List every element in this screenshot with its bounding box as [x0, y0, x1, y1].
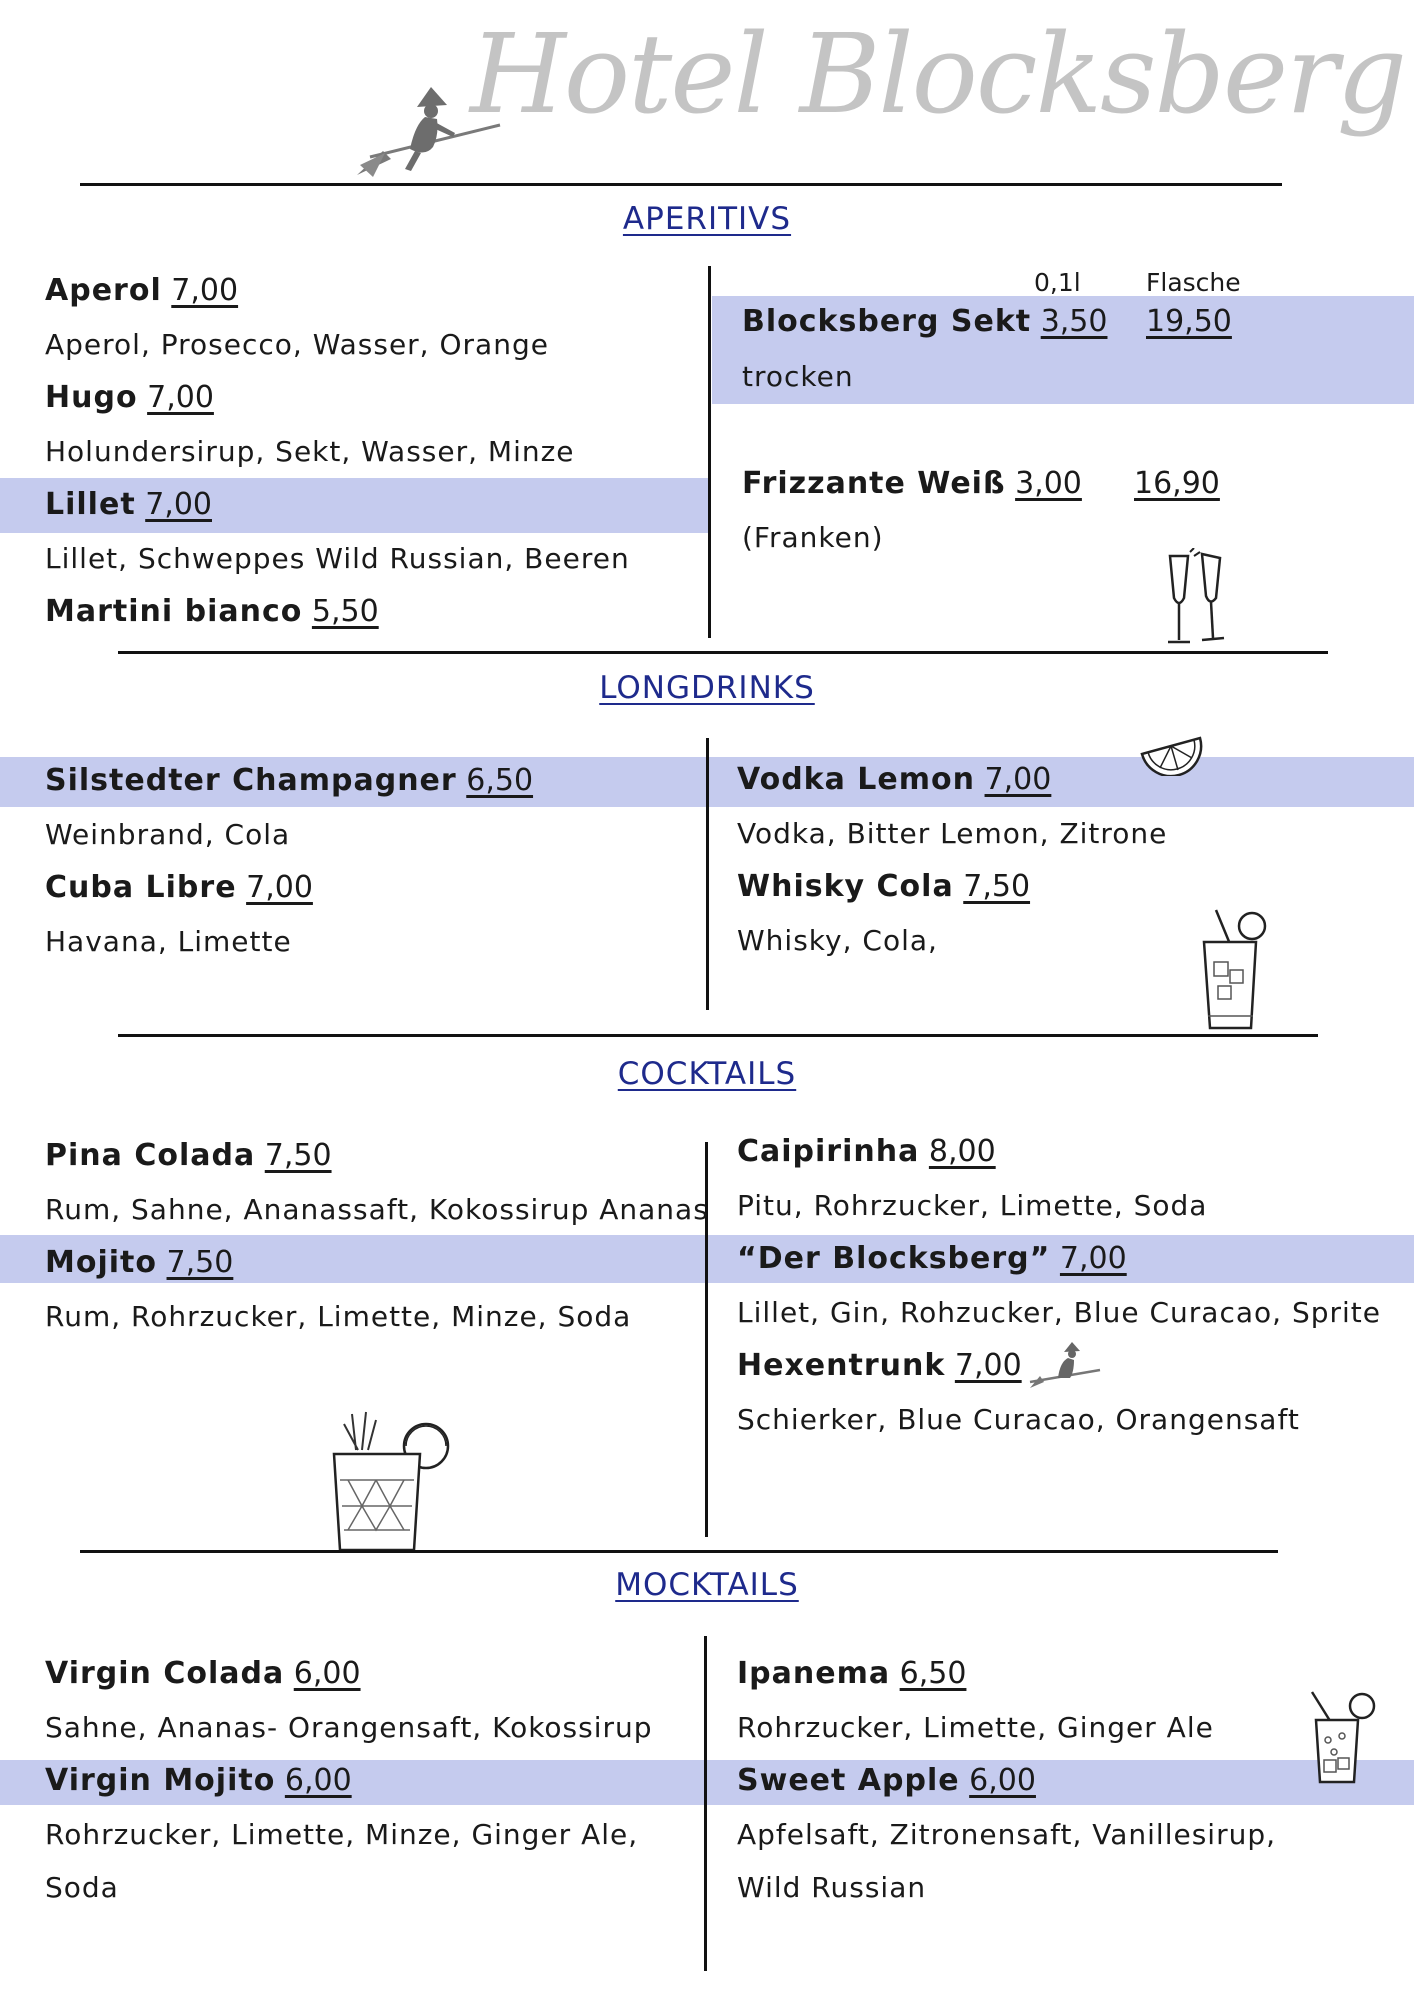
item-price-bottle: 19,50: [1146, 304, 1232, 339]
menu-item-frizzante-weiss: [742, 464, 1082, 504]
item-description: Schierker, Blue Curacao, Orangensaft: [737, 1403, 1300, 1436]
item-price: 7,50: [963, 869, 1031, 904]
item-price: 7,00: [147, 380, 214, 415]
item-description: Lillet, Schweppes Wild Russian, Beeren: [45, 542, 630, 575]
menu-item-whisky-cola: [737, 867, 1030, 907]
champagne-glasses-icon: [1158, 548, 1238, 653]
column-divider: [708, 266, 711, 638]
item-name: Cuba Libre: [45, 870, 237, 905]
section-divider: [80, 1550, 1278, 1553]
item-name: Virgin Colada: [45, 1656, 285, 1691]
item-description-continued: Wild Russian: [737, 1871, 927, 1904]
item-name: Sweet Apple: [737, 1763, 960, 1798]
item-name: Mojito: [45, 1245, 157, 1280]
item-name: Frizzante Weiß: [742, 466, 1006, 501]
item-description: Rohrzucker, Limette, Minze, Ginger Ale,: [45, 1818, 639, 1851]
item-name: Whisky Cola: [737, 869, 954, 904]
item-description: Rohrzucker, Limette, Ginger Ale: [737, 1711, 1214, 1744]
section-title-mocktails: MOCKTAILS: [615, 1567, 799, 1603]
header-divider: [80, 183, 1282, 186]
item-description-continued: Soda: [45, 1871, 119, 1904]
menu-item-lillet: [45, 485, 212, 525]
column-header-bottle: Flasche: [1146, 268, 1241, 297]
column-header-glass: 0,1l: [1034, 268, 1081, 297]
section-title-aperitivs: APERITIVS: [622, 201, 792, 237]
longdrink-glass-icon: [1196, 908, 1272, 1036]
item-price: 7,00: [145, 487, 212, 522]
item-description: Aperol, Prosecco, Wasser, Orange: [45, 328, 549, 361]
item-price-bottle: 16,90: [1134, 466, 1220, 501]
item-price: 7,00: [984, 762, 1052, 797]
item-description: Weinbrand, Cola: [45, 818, 291, 851]
item-price: 7,50: [264, 1138, 332, 1173]
item-name: Ipanema: [737, 1656, 891, 1691]
item-price: 7,00: [246, 870, 313, 905]
item-price-glass: 3,50: [1040, 304, 1108, 339]
item-description: Rum, Sahne, Ananassaft, Kokossirup Ananas: [45, 1193, 709, 1226]
item-name: Vodka Lemon: [737, 762, 975, 797]
item-name: Martini bianco: [45, 594, 303, 629]
item-description: Apfelsaft, Zitronensaft, Vanillesirup,: [737, 1818, 1277, 1851]
menu-item-pina-colada: [45, 1136, 332, 1176]
item-name: Blocksberg Sekt: [742, 304, 1032, 339]
section-title-longdrinks: LONGDRINKS: [599, 670, 815, 706]
item-description: Rum, Rohrzucker, Limette, Minze, Soda: [45, 1300, 632, 1333]
menu-item-hexentrunk: [737, 1346, 1022, 1386]
section-divider: [118, 1034, 1318, 1037]
item-name: Hugo: [45, 380, 138, 415]
item-price: 6,50: [466, 763, 534, 798]
mocktail-glass-icon: [1306, 1690, 1380, 1786]
section-divider: [118, 651, 1328, 654]
logo-text: Hotel Blocksberg: [470, 10, 1406, 138]
item-price: 7,50: [166, 1245, 234, 1280]
column-divider: [704, 1636, 707, 1971]
menu-item-martini-bianco: [45, 592, 379, 632]
menu-item-ipanema: [737, 1654, 966, 1694]
menu-item-virgin-mojito: [45, 1761, 352, 1801]
item-name: Pina Colada: [45, 1138, 256, 1173]
item-price: 7,00: [954, 1348, 1022, 1383]
menu-item-aperol: [45, 271, 238, 311]
item-price: 6,00: [284, 1763, 352, 1798]
menu-item-cuba-libre: [45, 868, 313, 908]
item-description: Lillet, Gin, Rohzucker, Blue Curacao, Sprite: [737, 1296, 1381, 1329]
cocktail-tumbler-icon: [326, 1410, 462, 1554]
menu-item-caipirinha: [737, 1132, 996, 1172]
item-price: 7,00: [1059, 1241, 1127, 1276]
menu-item-sweet-apple: [737, 1761, 1036, 1801]
menu-item-silstedter-champagner: [45, 761, 533, 801]
item-description: Whisky, Cola,: [737, 924, 938, 957]
item-description: (Franken): [742, 521, 884, 554]
item-price: 6,50: [899, 1656, 967, 1691]
item-name: Virgin Mojito: [45, 1763, 276, 1798]
item-price: 5,50: [311, 594, 379, 629]
item-name: Caipirinha: [737, 1134, 920, 1169]
item-description: Holundersirup, Sekt, Wasser, Minze: [45, 435, 575, 468]
item-name: Hexentrunk: [737, 1348, 946, 1383]
item-name: Silstedter Champagner: [45, 763, 457, 798]
item-description: Sahne, Ananas- Orangensaft, Kokossirup: [45, 1711, 653, 1744]
menu-item-der-blocksberg: [737, 1239, 1127, 1279]
menu-item-virgin-colada: [45, 1654, 361, 1694]
orange-slice-icon: [1138, 724, 1206, 776]
menu-item-mojito: [45, 1243, 233, 1283]
item-price-glass: 3,00: [1015, 466, 1082, 501]
small-witch-icon: [1028, 1342, 1102, 1390]
item-price: 8,00: [928, 1134, 996, 1169]
item-name: “Der Blocksberg”: [737, 1241, 1051, 1276]
menu-item-vodka-lemon: [737, 760, 1051, 800]
item-price: 6,00: [969, 1763, 1036, 1798]
item-description: Pitu, Rohrzucker, Limette, Soda: [737, 1189, 1208, 1222]
item-price: 7,00: [171, 273, 239, 308]
column-divider: [706, 738, 709, 1010]
item-description: Havana, Limette: [45, 925, 292, 958]
menu-item-blocksberg-sekt: [742, 302, 1107, 342]
item-price: 6,00: [293, 1656, 361, 1691]
item-description: trocken: [742, 360, 854, 393]
section-title-cocktails: COCKTAILS: [617, 1056, 797, 1092]
item-description: Vodka, Bitter Lemon, Zitrone: [737, 817, 1168, 850]
item-name: Lillet: [45, 487, 136, 522]
menu-item-hugo: [45, 378, 214, 418]
item-name: Aperol: [45, 273, 162, 308]
